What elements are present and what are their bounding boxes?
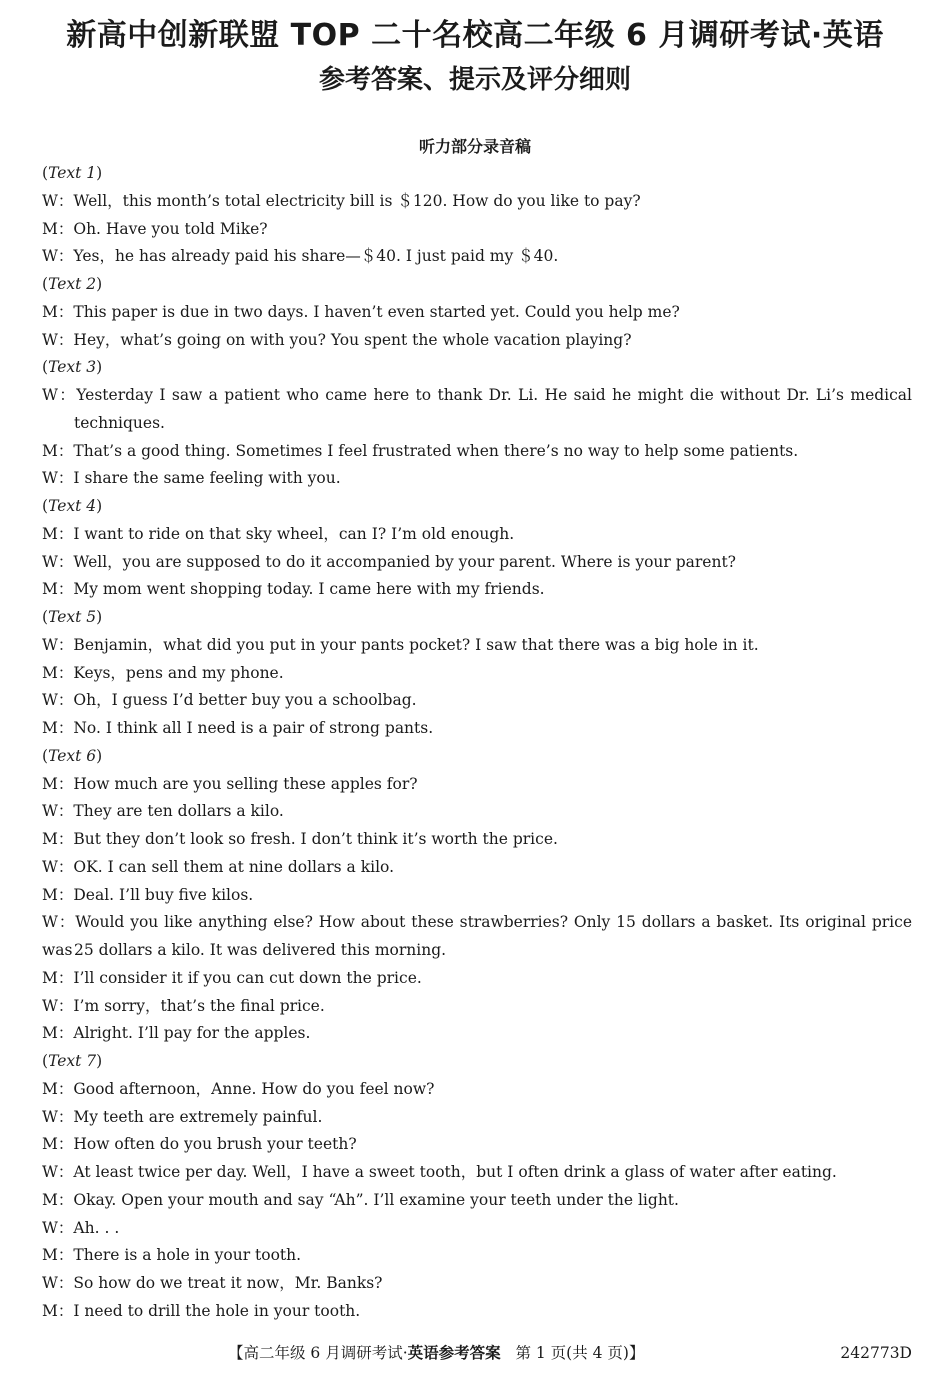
dialogue-line: M：I’ll consider it if you can cut down the price. <box>42 968 422 987</box>
text-label-name: Text 3 <box>48 358 97 377</box>
dialogue-line: M：How much are you selling these apples for? <box>42 774 418 793</box>
document-title: 新高中创新联盟 TOP 二十名校高二年级 6 月调研考试·英语 <box>66 18 884 53</box>
document-subtitle: 参考答案、提示及评分细则 <box>318 65 631 95</box>
dialogue-line: W：So how do we treat it now，Mr. Banks? <box>42 1274 383 1292</box>
dialogue-line: M：I want to ride on that sky wheel，can I? I’m old enough. <box>42 524 515 543</box>
text-label-name: Text 6 <box>48 746 97 765</box>
text-label: (Text 5) <box>42 608 103 626</box>
transcript-body <box>42 160 912 1326</box>
dialogue-line: W：Hey，what’s going on with you? You spent the whole vacation playing? <box>42 330 632 349</box>
footer-info <box>228 1340 644 1366</box>
dialogue-line: W：Would you like anything else? How about these strawberries? Only 15 dollars a basket. Its original price was <box>42 913 912 959</box>
footer-code: 242773D <box>840 1344 912 1362</box>
text-label: (Text 1) <box>42 164 103 182</box>
dialogue-line: M：Deal. I’ll buy five kilos. <box>42 885 254 904</box>
text-label-name: Text 2 <box>48 275 97 293</box>
dialogue-line: W：Yes，he has already paid his share—＄40. I just paid my ＄40. <box>42 247 559 266</box>
dialogue-line: W：Yesterday I saw a patient who came here to thank Dr. Li. He said he might die without Dr. Li’s medical <box>42 386 912 404</box>
dialogue-line: W：They are ten dollars a kilo. <box>42 802 284 821</box>
dialogue-line: W：OK. I can sell them at nine dollars a kilo. <box>42 857 395 876</box>
text-label: (Text 2) <box>42 275 103 293</box>
footer-page: 第 1 页(共 4 页)】 <box>515 1344 645 1362</box>
dialogue-line: 25 dollars a kilo. It was delivered this morning. <box>74 941 447 959</box>
footer-open: 【高二年级 6 月调研考试· <box>228 1344 408 1362</box>
page-footer <box>0 1340 950 1366</box>
dialogue-line: W：Well，this month’s total electricity bill is ＄120. How do you like to pay? <box>42 191 641 210</box>
dialogue-line: W：I share the same feeling with you. <box>42 469 341 488</box>
dialogue-line: W：Ah. . . <box>42 1218 120 1237</box>
dialogue-line: M：Alright. I’ll pay for the apples. <box>42 1024 311 1043</box>
dialogue-line: M：My mom went shopping today. I came here with my friends. <box>42 580 545 599</box>
footer-subject: 英语参考答案 <box>407 1344 501 1362</box>
dialogue-line: M：But they don’t look so fresh. I don’t think it’s worth the price. <box>42 830 558 848</box>
text-label-name: Text 5 <box>48 608 97 626</box>
text-label: (Text 7) <box>42 1052 103 1070</box>
dialogue-line: W：Oh，I guess I’d better buy you a schoolbag. <box>42 691 417 710</box>
dialogue-line: W：My teeth are extremely painful. <box>42 1107 323 1126</box>
dialogue-line: M：No. I think all I need is a pair of strong pants. <box>42 719 434 737</box>
dialogue-line: W：I’m sorry，that’s the final price. <box>42 996 325 1015</box>
dialogue-line: M：I need to drill the hole in your tooth. <box>42 1301 361 1320</box>
dialogue-line: M：Good afternoon，Anne. How do you feel now? <box>42 1079 435 1098</box>
dialogue-line: M：How often do you brush your teeth? <box>42 1135 357 1154</box>
text-label: (Text 4) <box>42 497 103 515</box>
dialogue-line: M：Okay. Open your mouth and say “Ah”. I’ll examine your teeth under the light. <box>42 1190 679 1209</box>
dialogue-line: techniques. <box>74 413 165 432</box>
dialogue-line: M：That’s a good thing. Sometimes I feel frustrated when there’s no way to help some patients. <box>42 441 799 460</box>
text-label-name: Text 4 <box>48 497 97 515</box>
dialogue-line: M：Keys，pens and my phone. <box>42 663 284 682</box>
dialogue-line: M：This paper is due in two days. I haven’t even started yet. Could you help me? <box>42 302 680 321</box>
dialogue-line: W：Well，you are supposed to do it accompanied by your parent. Where is your parent? <box>42 552 736 571</box>
text-label: (Text 6) <box>42 746 103 765</box>
dialogue-line: M：There is a hole in your tooth. <box>42 1246 302 1265</box>
dialogue-line: M：Oh. Have you told Mike? <box>42 219 268 238</box>
section-title: 听力部分录音稿 <box>418 137 531 156</box>
text-label-name: Text 7 <box>48 1052 97 1070</box>
dialogue-line: W：At least twice per day. Well，I have a sweet tooth，but I often drink a glass of water after eating. <box>42 1163 837 1181</box>
text-label: (Text 3) <box>42 358 103 377</box>
dialogue-line: W：Benjamin，what did you put in your pants pocket? I saw that there was a big hole in it. <box>42 635 759 654</box>
text-label-name: Text 1 <box>48 164 97 182</box>
